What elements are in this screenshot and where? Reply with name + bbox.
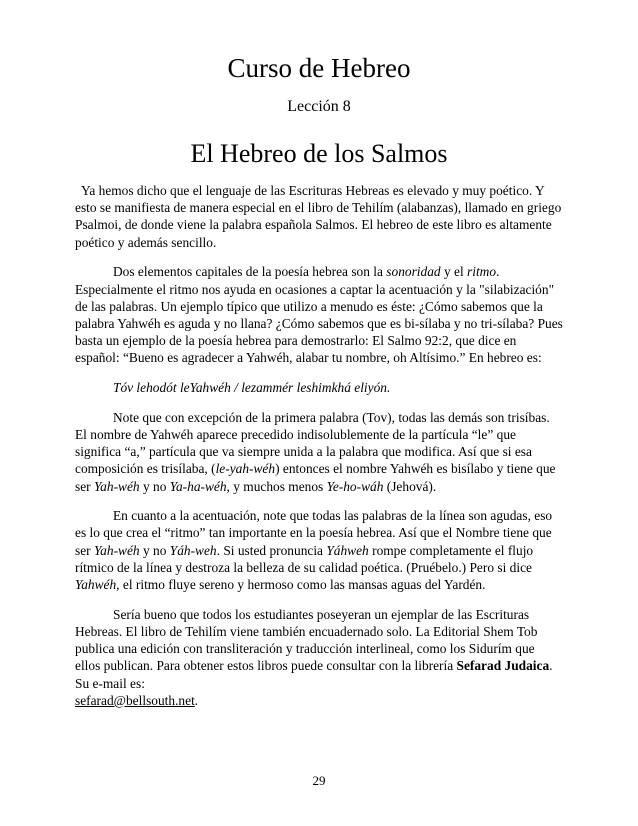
paragraph-resources [75,606,563,709]
text-run: . Su e-mail es: [75,658,553,691]
text-run: Note que con excepción de la primera palabra (Tov), todas las demás son trisíbas. El nombre de Yahwéh aparece precedido indisolublemente de la partícula “le” que significa “a,” partícula que va siempre unida a la palabra que modifica. Así que si esa composición es trisílaba, ( [75,409,550,477]
text-run: y no [139,478,170,494]
paragraph-syllables [75,409,563,495]
emphasis-ritmo: ritmo [467,264,497,280]
emphasis-yah-weh: Yah-wéh [93,542,140,558]
paragraph-elements [75,263,563,366]
text-run: (Jehová). [383,478,437,494]
email-link[interactable]: sefarad@bellsouth.net [75,692,195,708]
text-run: ) entonces el nombre Yahwéh es bisílabo y tiene que ser [75,461,556,494]
text-run: . Si usted pronuncia [216,542,327,558]
emphasis-ya-ha-weh: Ya-ha-wéh [169,478,227,494]
text-run: Sería bueno que todos los estudiantes poseyeran un ejemplar de las Escrituras Hebreas. El libro de Tehilím viene también encuadernado solo. La Editorial Shem Tob publica una edición con transliteración y traducción interlineal, como los Sidurím que ellos publican. Para obtener estos libros puede consultar con la librería [75,606,538,674]
text-run: En cuanto a la acentuación, note que todas las palabras de la línea son agudas, eso es lo que crea el “ritmo” tan importante en la poesía hebrea. Así que el Nombre tiene que ser [75,508,553,558]
paragraph-accent [75,507,563,593]
lesson-number: Lección 8 [287,98,351,115]
text-run: . [194,692,199,708]
emphasis-yahweh-correct: Yahwéh, [75,577,120,593]
text-run: y el [440,264,468,280]
text-run: , y muchos menos [226,478,327,494]
page-number: 29 [312,773,326,788]
paragraph-intro: Ya hemos dicho que el lenguaje de las Escrituras Hebreas es elevado y muy poético. Y esto se manifiesta de manera especial en el libro de Tehilím (alabanzas), llamado en griego Psalmoi, de donde viene la palabra española Salmos. El hebreo de este libro es altamente poético y además sencillo. [75,183,562,250]
emphasis-yah-weh-wrong: Yáh-weh [169,542,217,558]
bookstore-name: Sefarad Judaica [456,658,550,674]
emphasis-yahweh-wrong: Yáhweh [326,542,369,558]
emphasis-le-yah-weh: le-yah-wéh [215,461,276,477]
text-run: y no [139,542,170,558]
emphasis-ye-ho-wah: Ye-ho-wáh [326,478,384,494]
text-run: . Especialmente el ritmo nos ayuda en ocasiones a captar la acentuación y la "silabización" de las palabras. Un ejemplo típico que utilizo a menudo es éste: ¿Cómo sabemos que la palabra Yahwéh es aguda y no llana? ¿Cómo sabemos que es bi-sílaba y no tri-sílaba? Pues basta un ejemplo de la poesía hebrea para demostrarlo: El Salmo 92:2, que dice en español: “Bueno es agradecer a Yahwéh, alabar tu nombre, oh Altísimo.” En hebreo es: [75,264,563,366]
body-text [75,182,563,721]
text-run: rompe completamente el flujo rítmico de la línea y destroza la belleza de su calidad poética. (Pruébelo.) Pero si dice [75,542,534,575]
page-title: Curso de Hebreo [227,53,411,83]
emphasis-yah-weh: Yah-wéh [93,478,140,494]
lesson-title: El Hebreo de los Salmos [190,139,448,168]
psalm-transliteration: Tóv lehodót leYahwéh / lezammér leshimkhá eliyón. [113,380,391,396]
emphasis-sonoridad: sonoridad [386,264,441,280]
text-run: Dos elementos capitales de la poesía hebrea son la [113,264,387,280]
text-run: el ritmo fluye sereno y hermoso como las mansas aguas del Yardén. [119,577,486,593]
